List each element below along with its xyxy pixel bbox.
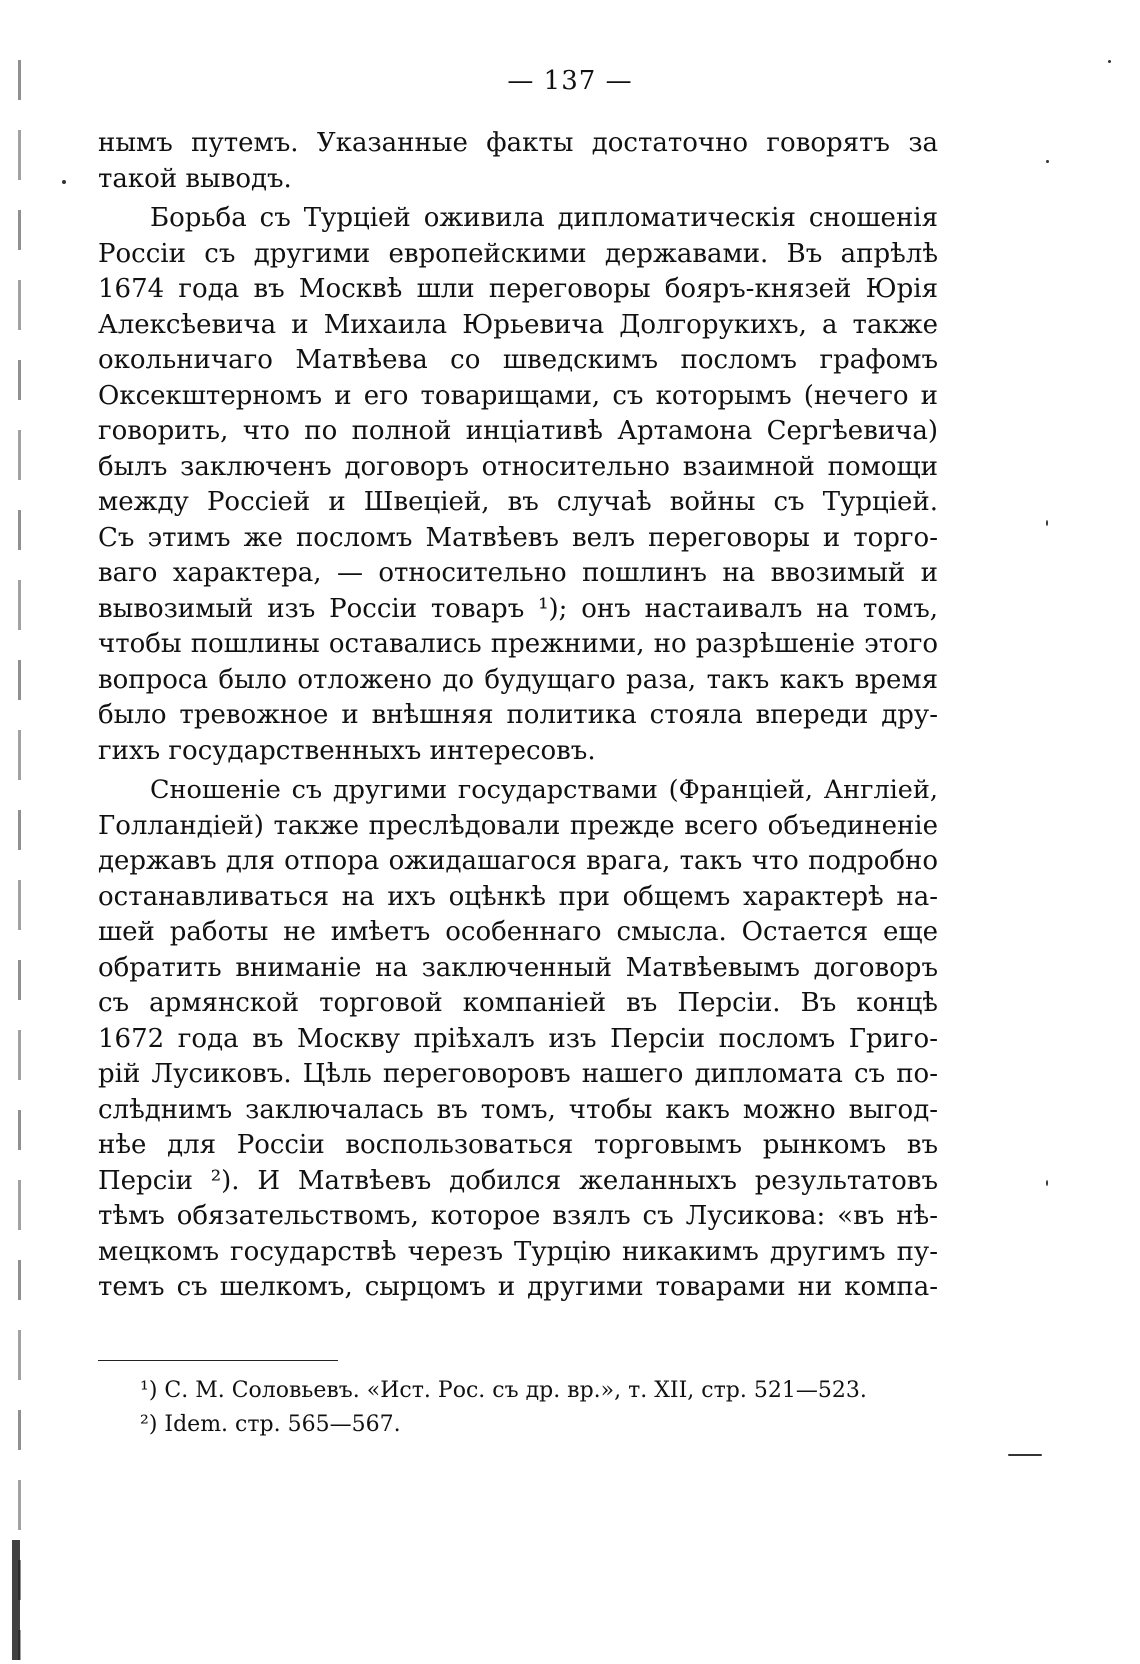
paragraph-1 xyxy=(98,126,938,197)
text-line: 1672 года въ Москву пріѣхалъ изъ Персіи посломъ Григо- xyxy=(98,1023,938,1054)
text-line: Россіи съ другими европейскими державами. Въ апрѣлѣ xyxy=(98,238,938,269)
text-line: было тревожное и внѣшняя политика стояла впереди дру- xyxy=(98,700,938,730)
text-line: Голландіей) также преслѣдовали прежде всего объединеніе xyxy=(98,810,938,841)
text-line: чтобы пошлины оставались прежними, но разрѣшеніе этого xyxy=(98,629,938,659)
text-line: такой выводъ. xyxy=(98,163,292,194)
text-line: говорить, что по полной инціативѣ Артамона Сергѣевича) xyxy=(98,416,938,446)
text-line: темъ съ шелкомъ, сырцомъ и другими товарами ни компа- xyxy=(98,1272,938,1302)
text-line: державъ для отпора ожидашагося врага, такъ что подробно xyxy=(98,846,938,876)
text-line: вывозимый изъ Россіи товаръ ¹); онъ настаивалъ на томъ, xyxy=(98,593,938,624)
footnote-separator xyxy=(98,1360,338,1361)
text-line: вопроса было отложено до будущаго раза, такъ какъ время xyxy=(98,664,938,695)
scan-speck xyxy=(1108,60,1111,63)
text-line: Борьба съ Турціей оживила дипломатическія сношенія xyxy=(150,203,938,233)
scan-speck xyxy=(1046,520,1048,526)
scan-speck xyxy=(1046,1180,1048,1186)
text-line: нѣе для Россіи воспользоваться торговымъ рынкомъ въ xyxy=(98,1130,938,1160)
text-line: слѣднимъ заключалась въ томъ, чтобы какъ можно выгод- xyxy=(98,1094,938,1125)
page-number: — 137 — xyxy=(507,66,633,96)
footnote: ²) Idem. стр. 565—567. xyxy=(140,1412,401,1437)
scan-edge-mark xyxy=(12,1540,20,1660)
text-line: останавливаться на ихъ оцѣнкѣ при общемъ характерѣ на- xyxy=(98,881,938,912)
text-line: съ армянской торговой компаніей въ Персіи. Въ концѣ xyxy=(98,988,938,1018)
scan-speck xyxy=(62,180,66,184)
footnotes xyxy=(140,1374,940,1442)
text-line: рій Лусиковъ. Цѣль переговоровъ нашего дипломата съ по- xyxy=(98,1059,938,1089)
text-line: Сношеніе съ другими государствами (Франціей, Англіей, xyxy=(150,775,938,805)
paragraph-3 xyxy=(98,773,938,1306)
text-line: обратить вниманіе на заключенный Матвѣевымъ договоръ xyxy=(98,952,938,983)
text-line: Алексѣевича и Михаила Юрьевича Долгорукихъ, а также xyxy=(98,309,938,340)
text-line: между Россіей и Швеціей, въ случаѣ войны съ Турціей. xyxy=(98,487,938,517)
text-line: тѣмъ обязательствомъ, которое взялъ съ Лусикова: «въ нѣ- xyxy=(98,1201,938,1231)
scan-speck xyxy=(1008,1454,1042,1456)
text-line: Оксекштерномъ и его товарищами, съ которымъ (нечего и xyxy=(98,380,938,411)
text-line: нымъ путемъ. Указанные факты достаточно говорятъ за xyxy=(98,128,938,158)
scan-speck xyxy=(1046,160,1049,163)
text-line: шей работы не имѣетъ особеннаго смысла. Остается еще xyxy=(98,917,938,947)
footnote: ¹) С. М. Соловьевъ. «Ист. Рос. съ др. вр.», т. XII, стр. 521—523. xyxy=(140,1378,867,1403)
text-line: мецкомъ государствѣ черезъ Турцію никакимъ другимъ пу- xyxy=(98,1236,938,1267)
text-line: былъ заключенъ договоръ относительно взаимной помощи xyxy=(98,451,938,482)
text-line: окольничаго Матвѣева со шведскимъ посломъ графомъ xyxy=(98,345,938,375)
text-line: Съ этимъ же посломъ Матвѣевъ велъ переговоры и торго- xyxy=(98,522,938,553)
body-text xyxy=(98,126,938,1306)
text-line: 1674 года въ Москвѣ шли переговоры бояръ-князей Юрія xyxy=(98,274,938,304)
text-line: ваго характера, — относительно пошлинъ на ввозимый и xyxy=(98,558,938,588)
text-line: гихъ государственныхъ интересовъ. xyxy=(98,735,596,766)
text-line: Персіи ²). И Матвѣевъ добился желанныхъ результатовъ xyxy=(98,1165,938,1196)
paragraph-2 xyxy=(98,201,938,769)
scan-edge-shadow xyxy=(18,60,21,1660)
